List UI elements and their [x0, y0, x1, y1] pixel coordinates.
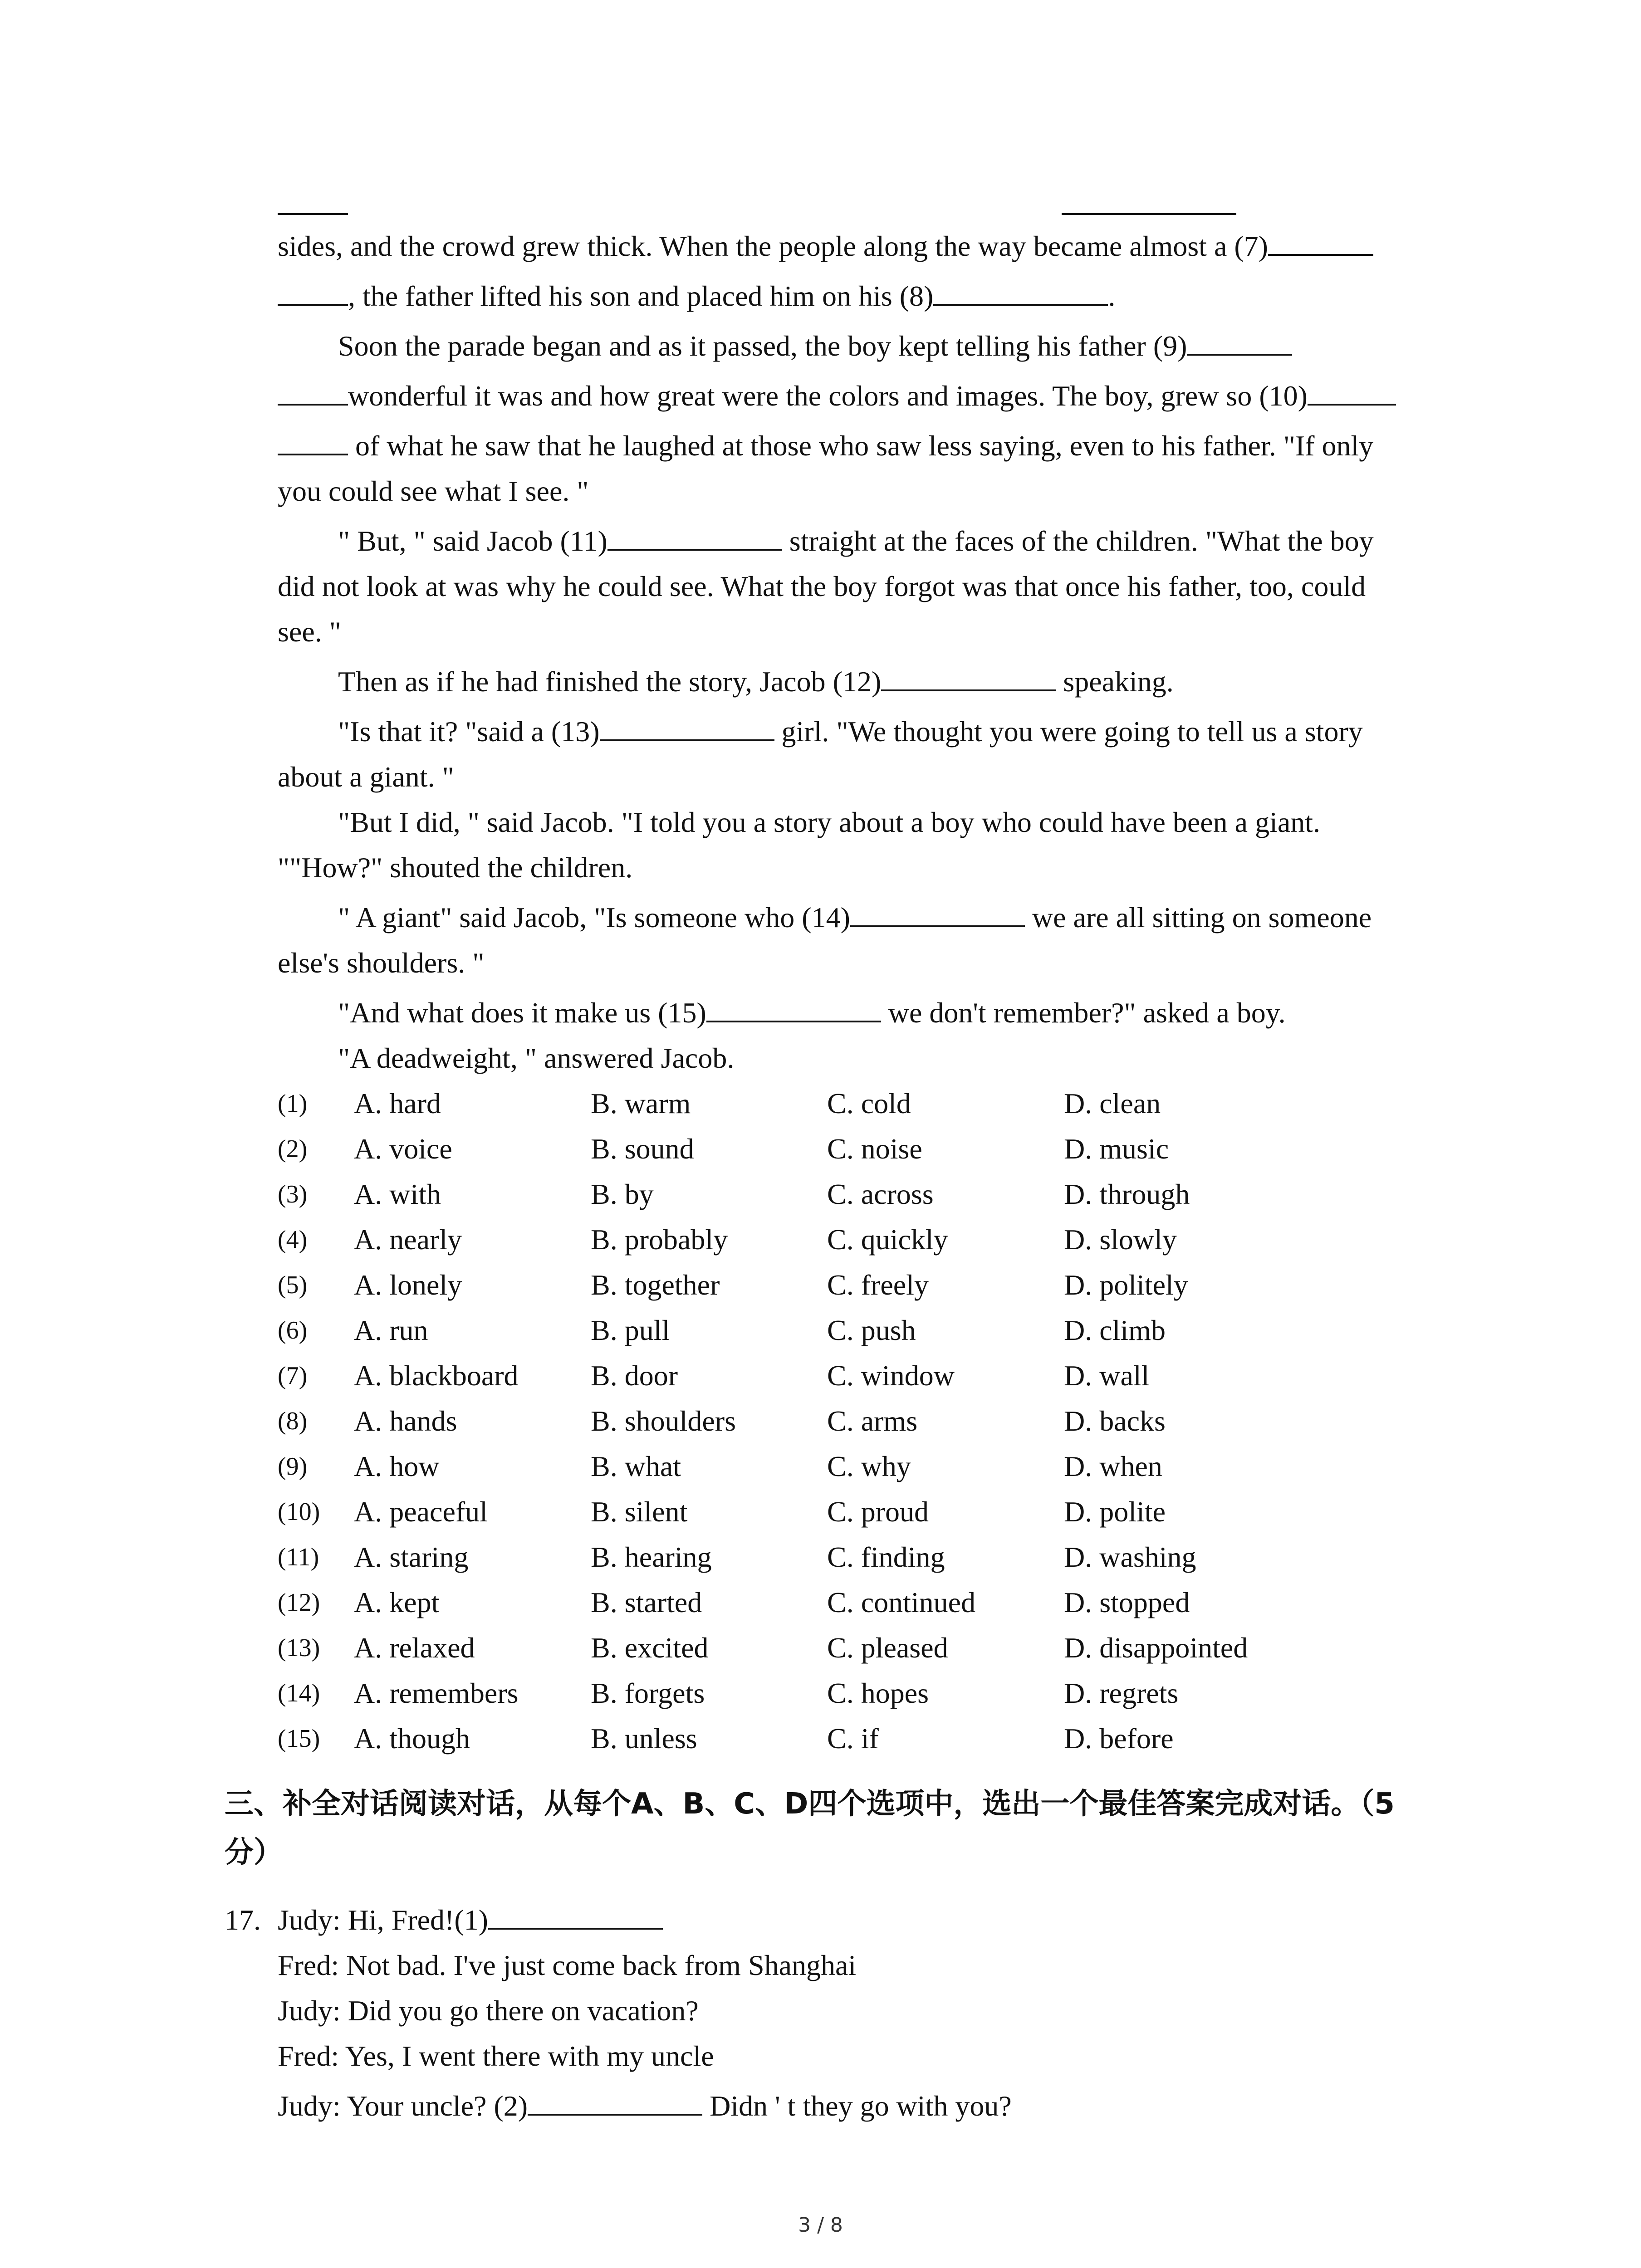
passage-text: we don't remember?" asked a boy.: [881, 997, 1286, 1029]
option-b: B. by: [591, 1178, 654, 1210]
section-title: 三、补全对话阅读对话，从每个A、B、C、D四个选项中，选出一个最佳答案完成对话。（5: [225, 1787, 1395, 1821]
option-number: (13): [278, 1634, 320, 1662]
blank-line: [850, 897, 1025, 927]
option-d: D. slowly: [1064, 1223, 1177, 1256]
passage-text: of what he saw that he laughed at those who saw less saying, even to his father. "If only: [348, 430, 1374, 462]
option-number: (9): [278, 1452, 308, 1481]
option-row: [0, 1444, 1641, 1489]
passage-line: ""How?" shouted the children.: [278, 851, 633, 884]
blank-line: [881, 661, 1056, 691]
option-a: A. peaceful: [354, 1496, 488, 1528]
option-a: A. relaxed: [354, 1632, 475, 1664]
option-number: (3): [278, 1180, 308, 1208]
dialogue-text: Judy: Hi, Fred!(1): [278, 1904, 488, 1936]
passage-text: Then as if he had finished the story, Jacob (12): [338, 665, 882, 698]
passage-line: [338, 709, 1490, 754]
option-row: [0, 1716, 1641, 1761]
option-b: B. pull: [591, 1314, 670, 1346]
option-a: A. kept: [354, 1586, 440, 1618]
option-number: (14): [278, 1679, 320, 1707]
option-c: C. hopes: [827, 1677, 929, 1709]
passage-text: wonderful it was and how great were the colors and images. The boy, grew so (10): [348, 380, 1308, 412]
passage-line: [338, 659, 1490, 704]
option-c: C. window: [827, 1359, 955, 1392]
option-d: D. music: [1064, 1133, 1169, 1165]
option-c: C. if: [827, 1722, 879, 1755]
option-a: A. staring: [354, 1541, 469, 1573]
option-b: B. warm: [591, 1087, 691, 1119]
passage-text: sides, and the crowd grew thick. When the people along the way became almost a (7): [278, 230, 1268, 262]
option-b: B. forgets: [591, 1677, 705, 1709]
blank-line: [600, 711, 774, 741]
option-d: D. polite: [1064, 1496, 1166, 1528]
option-row: [0, 1671, 1641, 1716]
option-d: D. clean: [1064, 1087, 1161, 1119]
option-number: (7): [278, 1362, 308, 1390]
passage-text: " A giant" said Jacob, "Is someone who (14): [338, 901, 850, 934]
question-number: 17.: [225, 1904, 261, 1936]
passage-line: [278, 224, 1430, 269]
blank-line: [607, 521, 782, 551]
option-b: B. silent: [591, 1496, 688, 1528]
option-c: C. quickly: [827, 1223, 948, 1256]
option-a: A. blackboard: [354, 1359, 519, 1392]
blank-line: [278, 425, 348, 455]
option-number: (10): [278, 1498, 320, 1526]
dialogue-line: Judy: Did you go there on vacation?: [278, 1994, 699, 2027]
passage-line: [338, 895, 1490, 940]
passage-text: " But, " said Jacob (11): [338, 525, 607, 557]
option-b: B. what: [591, 1450, 681, 1482]
option-b: B. probably: [591, 1223, 728, 1256]
blank-line: [528, 2086, 702, 2116]
dialogue-line: Fred: Yes, I went there with my uncle: [278, 2040, 714, 2072]
blank-line: [278, 276, 348, 306]
option-c: C. pleased: [827, 1632, 948, 1664]
option-a: A. nearly: [354, 1223, 462, 1256]
option-a: A. hands: [354, 1405, 457, 1437]
option-c: C. noise: [827, 1133, 922, 1165]
passage-text: speaking.: [1056, 665, 1174, 698]
blank-line: [278, 376, 348, 406]
passage-line: [338, 518, 1490, 564]
option-d: D. regrets: [1064, 1677, 1179, 1709]
option-b: B. door: [591, 1359, 678, 1392]
option-c: C. continued: [827, 1586, 976, 1618]
option-row: [0, 1489, 1641, 1535]
passage-line: "A deadweight, " answered Jacob.: [338, 1042, 735, 1074]
passage-text: we are all sitting on someone: [1024, 901, 1372, 934]
option-number: (11): [278, 1543, 319, 1571]
option-row: [0, 1217, 1641, 1262]
option-number: (1): [278, 1090, 308, 1118]
option-d: D. through: [1064, 1178, 1190, 1210]
option-b: B. unless: [591, 1722, 697, 1755]
option-row: [0, 1625, 1641, 1671]
option-number: (6): [278, 1316, 308, 1344]
dialogue-line: [278, 1897, 1430, 1943]
option-d: D. when: [1064, 1450, 1162, 1482]
passage-line: see. ": [278, 616, 341, 648]
option-d: D. disappointed: [1064, 1632, 1248, 1664]
blank-line: [1308, 376, 1396, 406]
option-a: A. how: [354, 1450, 440, 1482]
blank-line: [706, 992, 881, 1022]
blank-line: [1062, 213, 1236, 215]
dialogue-line: Fred: Not bad. I've just come back from Shanghai: [278, 1949, 857, 1981]
passage-text: Soon the parade began and as it passed, the boy kept telling his father (9): [338, 330, 1187, 362]
section-title: 分）: [225, 1836, 283, 1869]
option-a: A. with: [354, 1178, 441, 1210]
blank-line: [488, 1900, 663, 1930]
option-number: (12): [278, 1589, 320, 1617]
option-c: C. cold: [827, 1087, 911, 1119]
option-d: D. wall: [1064, 1359, 1150, 1392]
passage-text: "And what does it make us (15): [338, 997, 706, 1029]
passage-text: .: [1108, 280, 1116, 312]
page-number: 3 / 8: [798, 2214, 843, 2237]
option-a: A. remembers: [354, 1677, 519, 1709]
blank-line: [1187, 326, 1292, 356]
option-d: D. climb: [1064, 1314, 1166, 1346]
option-c: C. proud: [827, 1496, 929, 1528]
option-b: B. started: [591, 1586, 702, 1618]
option-b: B. excited: [591, 1632, 709, 1664]
option-d: D. politely: [1064, 1269, 1188, 1301]
option-number: (2): [278, 1135, 308, 1163]
option-c: C. finding: [827, 1541, 945, 1573]
blank-line: [933, 276, 1108, 306]
option-c: C. push: [827, 1314, 916, 1346]
passage-line: [338, 990, 1490, 1036]
passage-line: [278, 423, 1430, 469]
passage-line: [338, 323, 1490, 369]
passage-line: you could see what I see. ": [278, 475, 589, 507]
option-row: [0, 1308, 1641, 1353]
dialogue-line: [278, 2083, 1430, 2129]
option-row: [0, 1535, 1641, 1580]
option-row: [0, 1398, 1641, 1444]
option-b: B. shoulders: [591, 1405, 736, 1437]
option-a: A. run: [354, 1314, 428, 1346]
option-c: C. freely: [827, 1269, 929, 1301]
passage-text: girl. "We thought you were going to tell us a story: [774, 715, 1363, 748]
option-d: D. backs: [1064, 1405, 1166, 1437]
blank-line: [1268, 226, 1373, 256]
option-row: [0, 1172, 1641, 1217]
option-row: [0, 1081, 1641, 1126]
option-number: (8): [278, 1407, 308, 1435]
option-row: [0, 1353, 1641, 1398]
option-a: A. hard: [354, 1087, 441, 1119]
passage-text: straight at the faces of the children. "What the boy: [782, 525, 1374, 557]
option-a: A. though: [354, 1722, 470, 1755]
option-a: A. voice: [354, 1133, 452, 1165]
option-c: C. why: [827, 1450, 911, 1482]
option-a: A. lonely: [354, 1269, 462, 1301]
option-b: B. hearing: [591, 1541, 712, 1573]
blank-line: [278, 213, 348, 215]
passage-line: did not look at was why he could see. What the boy forgot was that once his father, too, could: [278, 570, 1366, 602]
passage-line: about a giant. ": [278, 761, 454, 793]
passage-line: "But I did, " said Jacob. "I told you a story about a boy who could have been a giant.: [338, 806, 1321, 838]
option-c: C. arms: [827, 1405, 918, 1437]
option-row: [0, 1262, 1641, 1308]
option-row: [0, 1580, 1641, 1625]
dialogue-text: Judy: Your uncle? (2): [278, 2090, 528, 2122]
option-b: B. together: [591, 1269, 720, 1301]
passage-line: [278, 373, 1430, 419]
option-number: (15): [278, 1725, 320, 1753]
option-c: C. across: [827, 1178, 934, 1210]
option-d: D. washing: [1064, 1541, 1196, 1573]
passage-line: [278, 274, 1430, 319]
option-d: D. before: [1064, 1722, 1174, 1755]
passage-text: , the father lifted his son and placed him on his (8): [348, 280, 934, 312]
passage-line: else's shoulders. ": [278, 947, 485, 979]
option-number: (4): [278, 1226, 308, 1254]
option-row: [0, 1126, 1641, 1172]
option-number: (5): [278, 1271, 308, 1299]
dialogue-text: Didn ' t they go with you?: [702, 2090, 1012, 2122]
option-b: B. sound: [591, 1133, 694, 1165]
passage-text: "Is that it? "said a (13): [338, 715, 600, 748]
option-d: D. stopped: [1064, 1586, 1190, 1618]
